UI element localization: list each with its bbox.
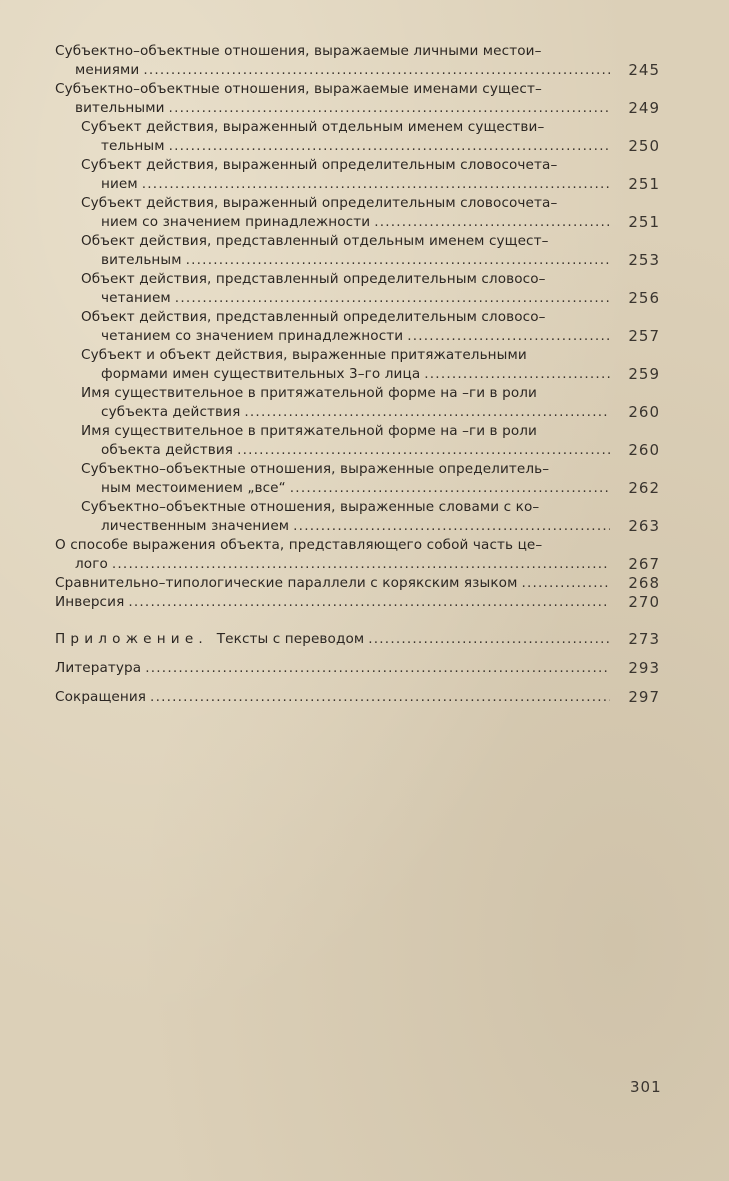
toc-entry-title: Субъектно–объектные отношения, выраженные определитель–: [81, 461, 550, 477]
toc-entry: [55, 232, 660, 270]
toc-entry-title: Сравнительно–типологические параллели с корякским языком: [55, 575, 518, 591]
toc-entry: [55, 422, 660, 460]
toc-entry: [55, 498, 660, 536]
toc-entry-title-cont: формами имен существительных 3–го лица: [101, 366, 421, 382]
leader-dots: [186, 251, 610, 270]
toc-entry: [55, 308, 660, 346]
toc-entry-title-cont: вительными: [75, 100, 165, 116]
page-folio-number: 301: [630, 1078, 662, 1096]
toc-entry-title-cont: четанием со значением принадлежности: [101, 328, 404, 344]
leader-dots: [145, 659, 610, 678]
leader-dots: [521, 574, 610, 593]
toc-entry-title: Имя существительное в притяжательной форме на –ги в роли: [81, 385, 537, 401]
toc-entry-title: Субъект действия, выраженный отдельным именем существи–: [81, 119, 545, 135]
spacer: [55, 678, 660, 688]
toc-entry-title-cont: вительным: [101, 252, 182, 268]
leader-dots: [143, 61, 610, 80]
toc-entry: [55, 346, 660, 384]
toc-entry-title: Субъектно–объектные отношения, выражаемые личными местои–: [55, 43, 542, 59]
spacer: [55, 612, 660, 630]
toc-entry-title: Литература: [55, 660, 142, 676]
leader-dots: [169, 99, 610, 118]
toc-entry-title: Имя существительное в притяжательной форме на –ги в роли: [81, 423, 537, 439]
leader-dots: [290, 479, 610, 498]
toc-entry: [55, 536, 660, 574]
toc-entry-title: Инверсия: [55, 594, 125, 610]
toc-entry-title-cont: четанием: [101, 290, 171, 306]
toc-entry-title: Объект действия, представленный определительным словосо–: [81, 309, 546, 325]
toc-entry: [55, 118, 660, 156]
toc-entry-title-cont: нием со значением принадлежности: [101, 214, 371, 230]
leader-dots: [407, 327, 610, 346]
toc-page-number: 262: [628, 479, 660, 497]
toc-entry-title: Субъект и объект действия, выраженные притяжательными: [81, 347, 527, 363]
toc-page-number: 268: [628, 574, 660, 592]
toc-page-number: 273: [628, 630, 660, 648]
appendix-heading: Приложение.: [55, 631, 208, 647]
leader-dots: [169, 137, 610, 156]
toc-entry-title: Субъект действия, выраженный определительным словосочета–: [81, 157, 558, 173]
toc-entry-title-cont: мениями: [75, 62, 140, 78]
toc-entry: [55, 194, 660, 232]
toc-page-number: 249: [628, 99, 660, 117]
toc-page-number: 250: [628, 137, 660, 155]
toc-page-number: 245: [628, 61, 660, 79]
leader-dots: [293, 517, 610, 536]
spacer: [55, 649, 660, 659]
toc-entry-title-cont: субъекта действия: [101, 404, 241, 420]
toc-entry-title-cont: ным местоимением „все“: [101, 480, 286, 496]
appendix-title: Тексты с переводом: [216, 631, 365, 647]
toc-entry: [55, 574, 660, 593]
toc-page-number: 257: [628, 327, 660, 345]
toc-page-number: 267: [628, 555, 660, 573]
toc-page-number: 253: [628, 251, 660, 269]
leader-dots: [374, 213, 610, 232]
toc-entry-title: Субъектно–объектные отношения, выражаемые именами сущест–: [55, 81, 542, 97]
toc-entry: [55, 156, 660, 194]
toc-entry-appendix: [55, 630, 660, 649]
toc-page-number: 297: [628, 688, 660, 706]
toc-entry: [55, 270, 660, 308]
toc-page-number: 259: [628, 365, 660, 383]
toc-entry: [55, 593, 660, 612]
toc-entry-title-cont: тельным: [101, 138, 165, 154]
toc-entry-title: Субъектно–объектные отношения, выраженные словами с ко–: [81, 499, 540, 515]
toc-page-number: 260: [628, 441, 660, 459]
toc-page-number: 260: [628, 403, 660, 421]
toc-entry-title: Субъект действия, выраженный определительным словосочета–: [81, 195, 558, 211]
toc-entry-title-cont: лого: [75, 556, 108, 572]
toc-entry-title-cont: объекта действия: [101, 442, 234, 458]
toc-entry-title-cont: нием: [101, 176, 138, 192]
toc-entry-title: Объект действия, представленный определительным словосо–: [81, 271, 546, 287]
toc-page-number: 270: [628, 593, 660, 611]
toc-page-number: 293: [628, 659, 660, 677]
leader-dots: [128, 593, 610, 612]
leader-dots: [150, 688, 610, 707]
table-of-contents: [55, 42, 660, 707]
leader-dots: [237, 441, 610, 460]
toc-page-number: 251: [628, 175, 660, 193]
toc-entry: [55, 42, 660, 80]
toc-entry: [55, 460, 660, 498]
toc-entry-title: Сокращения: [55, 689, 147, 705]
leader-dots: [424, 365, 610, 384]
leader-dots: [112, 555, 610, 574]
leader-dots: [368, 630, 610, 649]
toc-entry-title: Объект действия, представленный отдельным именем сущест–: [81, 233, 549, 249]
toc-page-number: 256: [628, 289, 660, 307]
toc-page-number: 263: [628, 517, 660, 535]
toc-entry-title: О способе выражения объекта, представляющего собой часть це–: [55, 537, 543, 553]
toc-entry: [55, 80, 660, 118]
toc-entry: [55, 384, 660, 422]
leader-dots: [175, 289, 610, 308]
toc-page-number: 251: [628, 213, 660, 231]
leader-dots: [244, 403, 610, 422]
leader-dots: [142, 175, 610, 194]
toc-entry-abbreviations: [55, 688, 660, 707]
toc-entry-title-cont: личественным значением: [101, 518, 290, 534]
toc-entry-literature: [55, 659, 660, 678]
